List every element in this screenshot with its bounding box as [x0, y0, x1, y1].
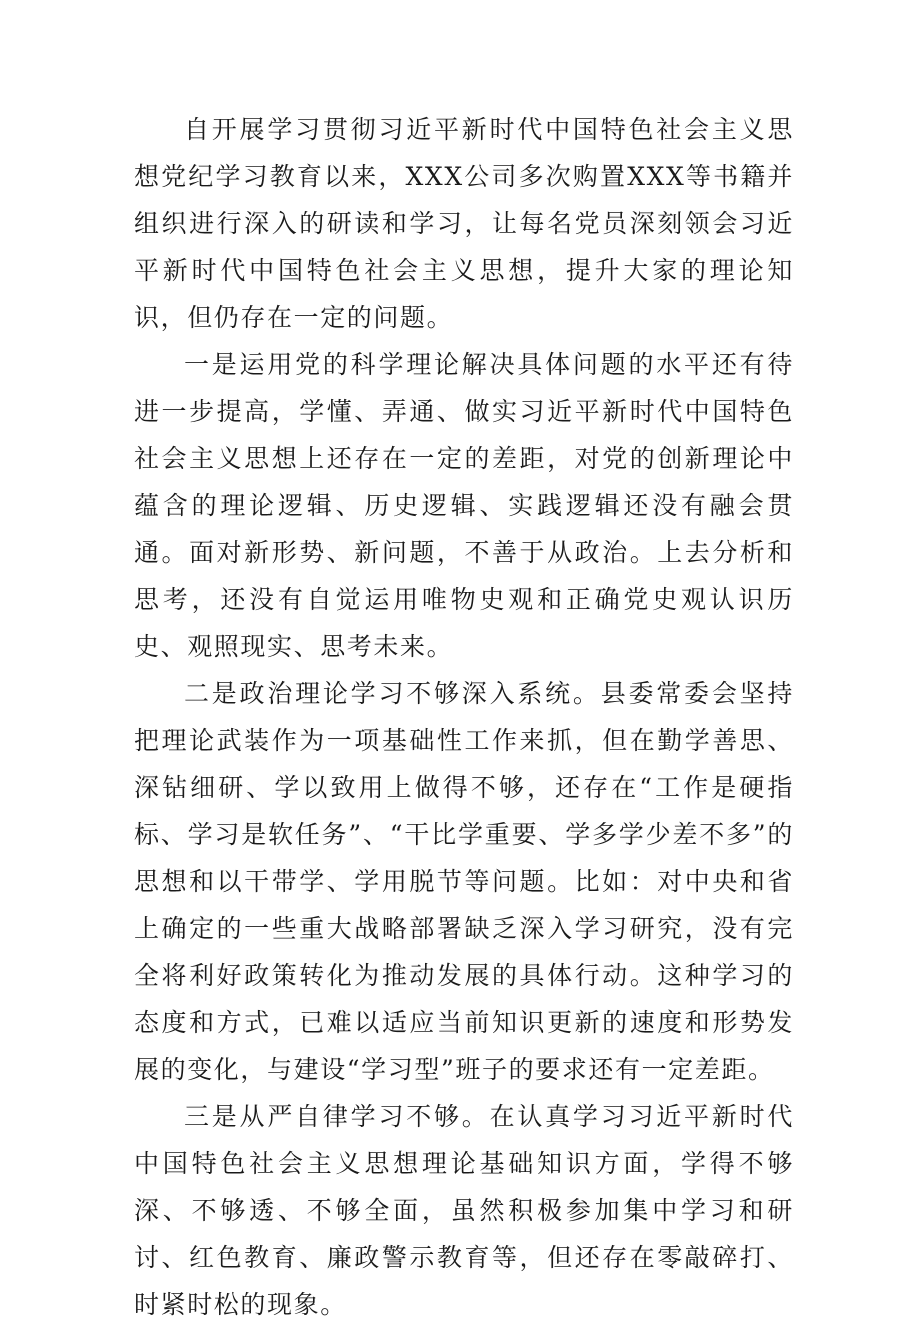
paragraph-point-two: 二是政治理论学习不够深入系统。县委常委会坚持把理论武装作为一项基础性工作来抓，但在勤学善思、深钻细研、学以致用上做得不够，还存在“工作是硬指标、学习是软任务”、“干比学重要、学多学少差不多”的思想和以干带学、学用脱节等问题。比如：对中央和省上确定的一些重大战略部署缺乏深入学习研究，没有完全将利好政策转化为推动发展的具体行动。这种学习的态度和方式，已难以适应当前知识更新的速度和形势发展的变化，与建设“学习型”班子的要求还有一定差距。 [134, 679, 794, 1084]
paragraph-point-three: 三是从严自律学习不够。在认真学习习近平新时代中国特色社会主义思想理论基础知识方面，学得不够深、不够透、不够全面，虽然积极参加集中学习和研讨、红色教育、廉政警示教育等，但还存在零敲碎打、时紧时松的现象。 [134, 1102, 794, 1319]
paragraph-point-one: 一是运用党的科学理论解决具体问题的水平还有待进一步提高，学懂、弄通、做实习近平新时代中国特色社会主义思想上还存在一定的差距，对党的创新理论中蕴含的理论逻辑、历史逻辑、实践逻辑还没有融会贯通。面对新形势、新问题，不善于从政治。上去分析和思考，还没有自觉运用唯物史观和正确党史观认识历史、观照现实、思考未来。 [134, 350, 794, 661]
paragraph-intro: 自开展学习贯彻习近平新时代中国特色社会主义思想党纪学习教育以来，XXX公司多次购置XXX等书籍并组织进行深入的研读和学习，让每名党员深刻领会习近平新时代中国特色社会主义思想，提升大家的理论知识，但仍存在一定的问题。 [134, 115, 794, 332]
document-body [134, 106, 794, 1328]
